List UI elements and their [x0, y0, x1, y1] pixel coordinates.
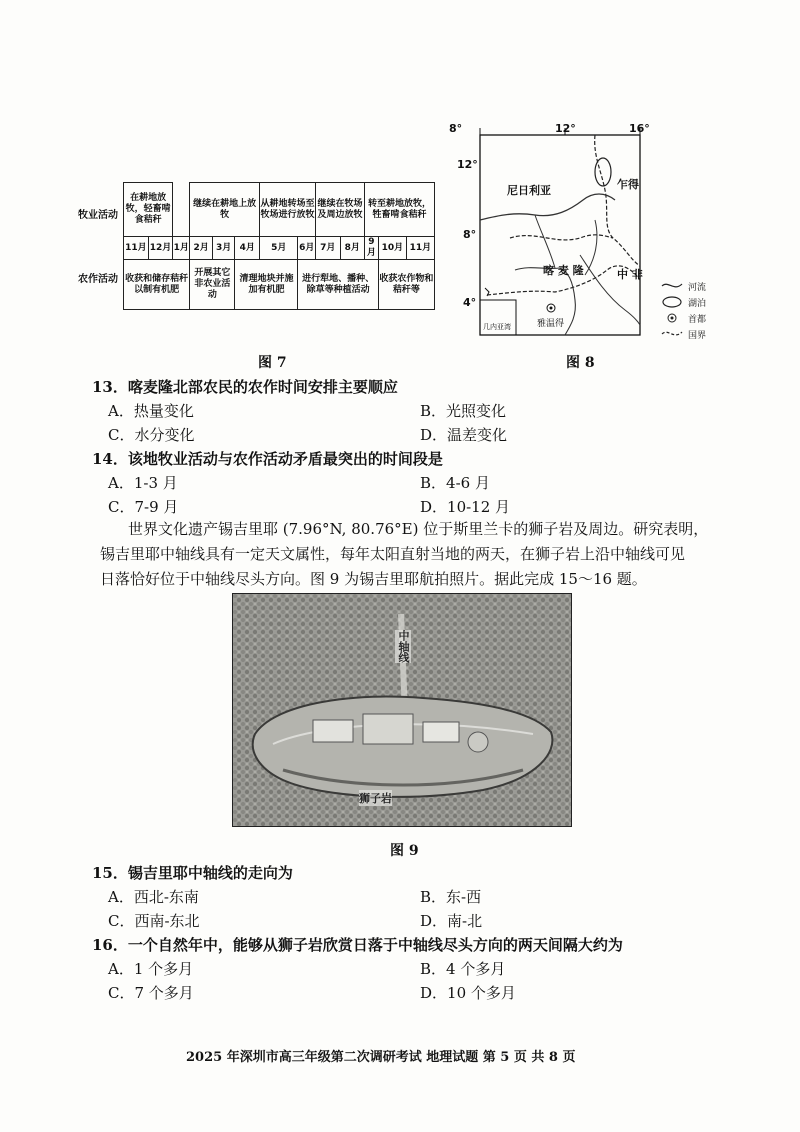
fig7-caption: 图 7	[258, 355, 287, 371]
q16-stem: 16．一个自然年中，能够从狮子岩欣赏日落于中轴线尽头方向的两天间隔大约为	[92, 936, 623, 954]
pastoral-cell: 在耕地放牧，轻畜啃食秸秆	[124, 183, 173, 237]
q13-option-d: D．温差变化	[420, 426, 508, 444]
q15-stem: 15．锡吉里耶中轴线的走向为	[92, 864, 293, 882]
label-nigeria: 尼日利亚	[507, 184, 551, 197]
month-cell: 5月	[259, 237, 298, 260]
label-capital: 雅温得	[537, 319, 565, 329]
label-cameroon: 喀 麦 隆	[543, 264, 584, 277]
legend-river: 河流	[688, 283, 707, 293]
month-cell: 3月	[212, 237, 235, 260]
passage-line: 世界文化遗产锡吉里耶 (7.96°N, 80.76°E) 位于斯里兰卡的狮子岩及周边。研究表明，	[128, 520, 709, 538]
fig7-calendar-table	[123, 182, 435, 310]
passage-line: 锡吉里耶中轴线具有一定天文属性，每年太阳直射当地的两天，在狮子岩上沿中轴线可见	[100, 545, 686, 563]
pastoral-cell: 从耕地转场至牧场进行放牧	[259, 183, 315, 237]
pastoral-cell: 转至耕地放牧，牲畜啃食秸秆	[364, 183, 434, 237]
month-cell: 6月	[298, 237, 316, 260]
farming-cell: 收获和储存秸秆以制有机肥	[124, 260, 190, 310]
month-cell: 7月	[316, 237, 340, 260]
month-cell: 4月	[235, 237, 259, 260]
q14-stem: 14．该地牧业活动与农作活动矛盾最突出的时间段是	[92, 450, 443, 468]
month-row	[124, 237, 435, 260]
q14-option-a: A．1-3 月	[108, 474, 178, 492]
q15-option-a: A．西北-东南	[108, 888, 199, 906]
legend-lake: 湖泊	[688, 299, 707, 309]
label-central-axis: 中轴线	[397, 630, 410, 663]
fig9-caption: 图 9	[390, 843, 419, 859]
q14-option-d: D．10-12 月	[420, 498, 511, 516]
label-lion-rock: 狮子岩	[359, 792, 392, 805]
legend-capital: 首都	[688, 315, 707, 325]
month-cell: 9月	[364, 237, 378, 260]
pastoral-cell: 继续在牧场及周边放牧	[316, 183, 365, 237]
month-cell: 10月	[378, 237, 406, 260]
pastoral-cell: 继续在耕地上放牧	[190, 183, 260, 237]
q14-option-b: B．4-6 月	[420, 474, 490, 492]
pastoral-row-label: 牧业活动	[78, 210, 118, 221]
farming-cell: 收获农作物和秸秆等	[378, 260, 434, 310]
farming-cell: 清理地块并施加有机肥	[235, 260, 298, 310]
lon-tick: 16°	[629, 122, 650, 135]
month-cell: 11月	[406, 237, 434, 260]
month-cell: 2月	[190, 237, 213, 260]
q14-option-c: C．7-9 月	[108, 498, 179, 516]
q13-option-a: A．热量变化	[108, 402, 194, 420]
farming-row-label: 农作活动	[78, 274, 118, 285]
label-car: 中 非	[617, 268, 643, 281]
q13-option-c: C．水分变化	[108, 426, 195, 444]
legend-border: 国界	[688, 331, 707, 341]
fig8-caption: 图 8	[566, 355, 595, 371]
q16-option-c: C．7 个多月	[108, 984, 194, 1002]
q16-option-b: B．4 个多月	[420, 960, 506, 978]
month-cell: 11月	[124, 237, 149, 260]
month-cell: 1月	[173, 237, 190, 260]
q16-option-a: A．1 个多月	[108, 960, 194, 978]
fig9-aerial-photo	[232, 593, 572, 827]
page-footer: 2025 年深圳市高三年级第二次调研考试 地理试题 第 5 页 共 8 页	[186, 1050, 576, 1065]
lat-tick: 8°	[463, 228, 477, 241]
q13-option-b: B．光照变化	[420, 402, 507, 420]
label-chad: 乍得	[617, 178, 639, 191]
q13-stem: 13．喀麦隆北部农民的农作时间安排主要顺应	[92, 378, 398, 396]
farming-cell: 开展其它非农业活动	[190, 260, 235, 310]
q15-option-b: B．东-西	[420, 888, 482, 906]
label-eq-guinea: 几内亚湾	[483, 323, 511, 331]
month-cell: 12月	[148, 237, 173, 260]
fig8-map	[449, 120, 655, 355]
month-cell: 8月	[340, 237, 364, 260]
lon-tick: 8°	[449, 122, 463, 135]
lat-tick: 12°	[457, 158, 478, 171]
lat-tick: 4°	[463, 296, 477, 309]
passage-line: 日落恰好位于中轴线尽头方向。图 9 为锡吉里耶航拍照片。据此完成 15～16 题。	[100, 570, 647, 588]
q15-option-d: D．南-北	[420, 912, 483, 930]
q15-option-c: C．西南-东北	[108, 912, 200, 930]
lon-tick: 12°	[555, 122, 576, 135]
q16-option-d: D．10 个多月	[420, 984, 516, 1002]
farming-cell: 进行犁地、播种、除草等种植活动	[298, 260, 378, 310]
fig8-legend	[660, 278, 720, 348]
